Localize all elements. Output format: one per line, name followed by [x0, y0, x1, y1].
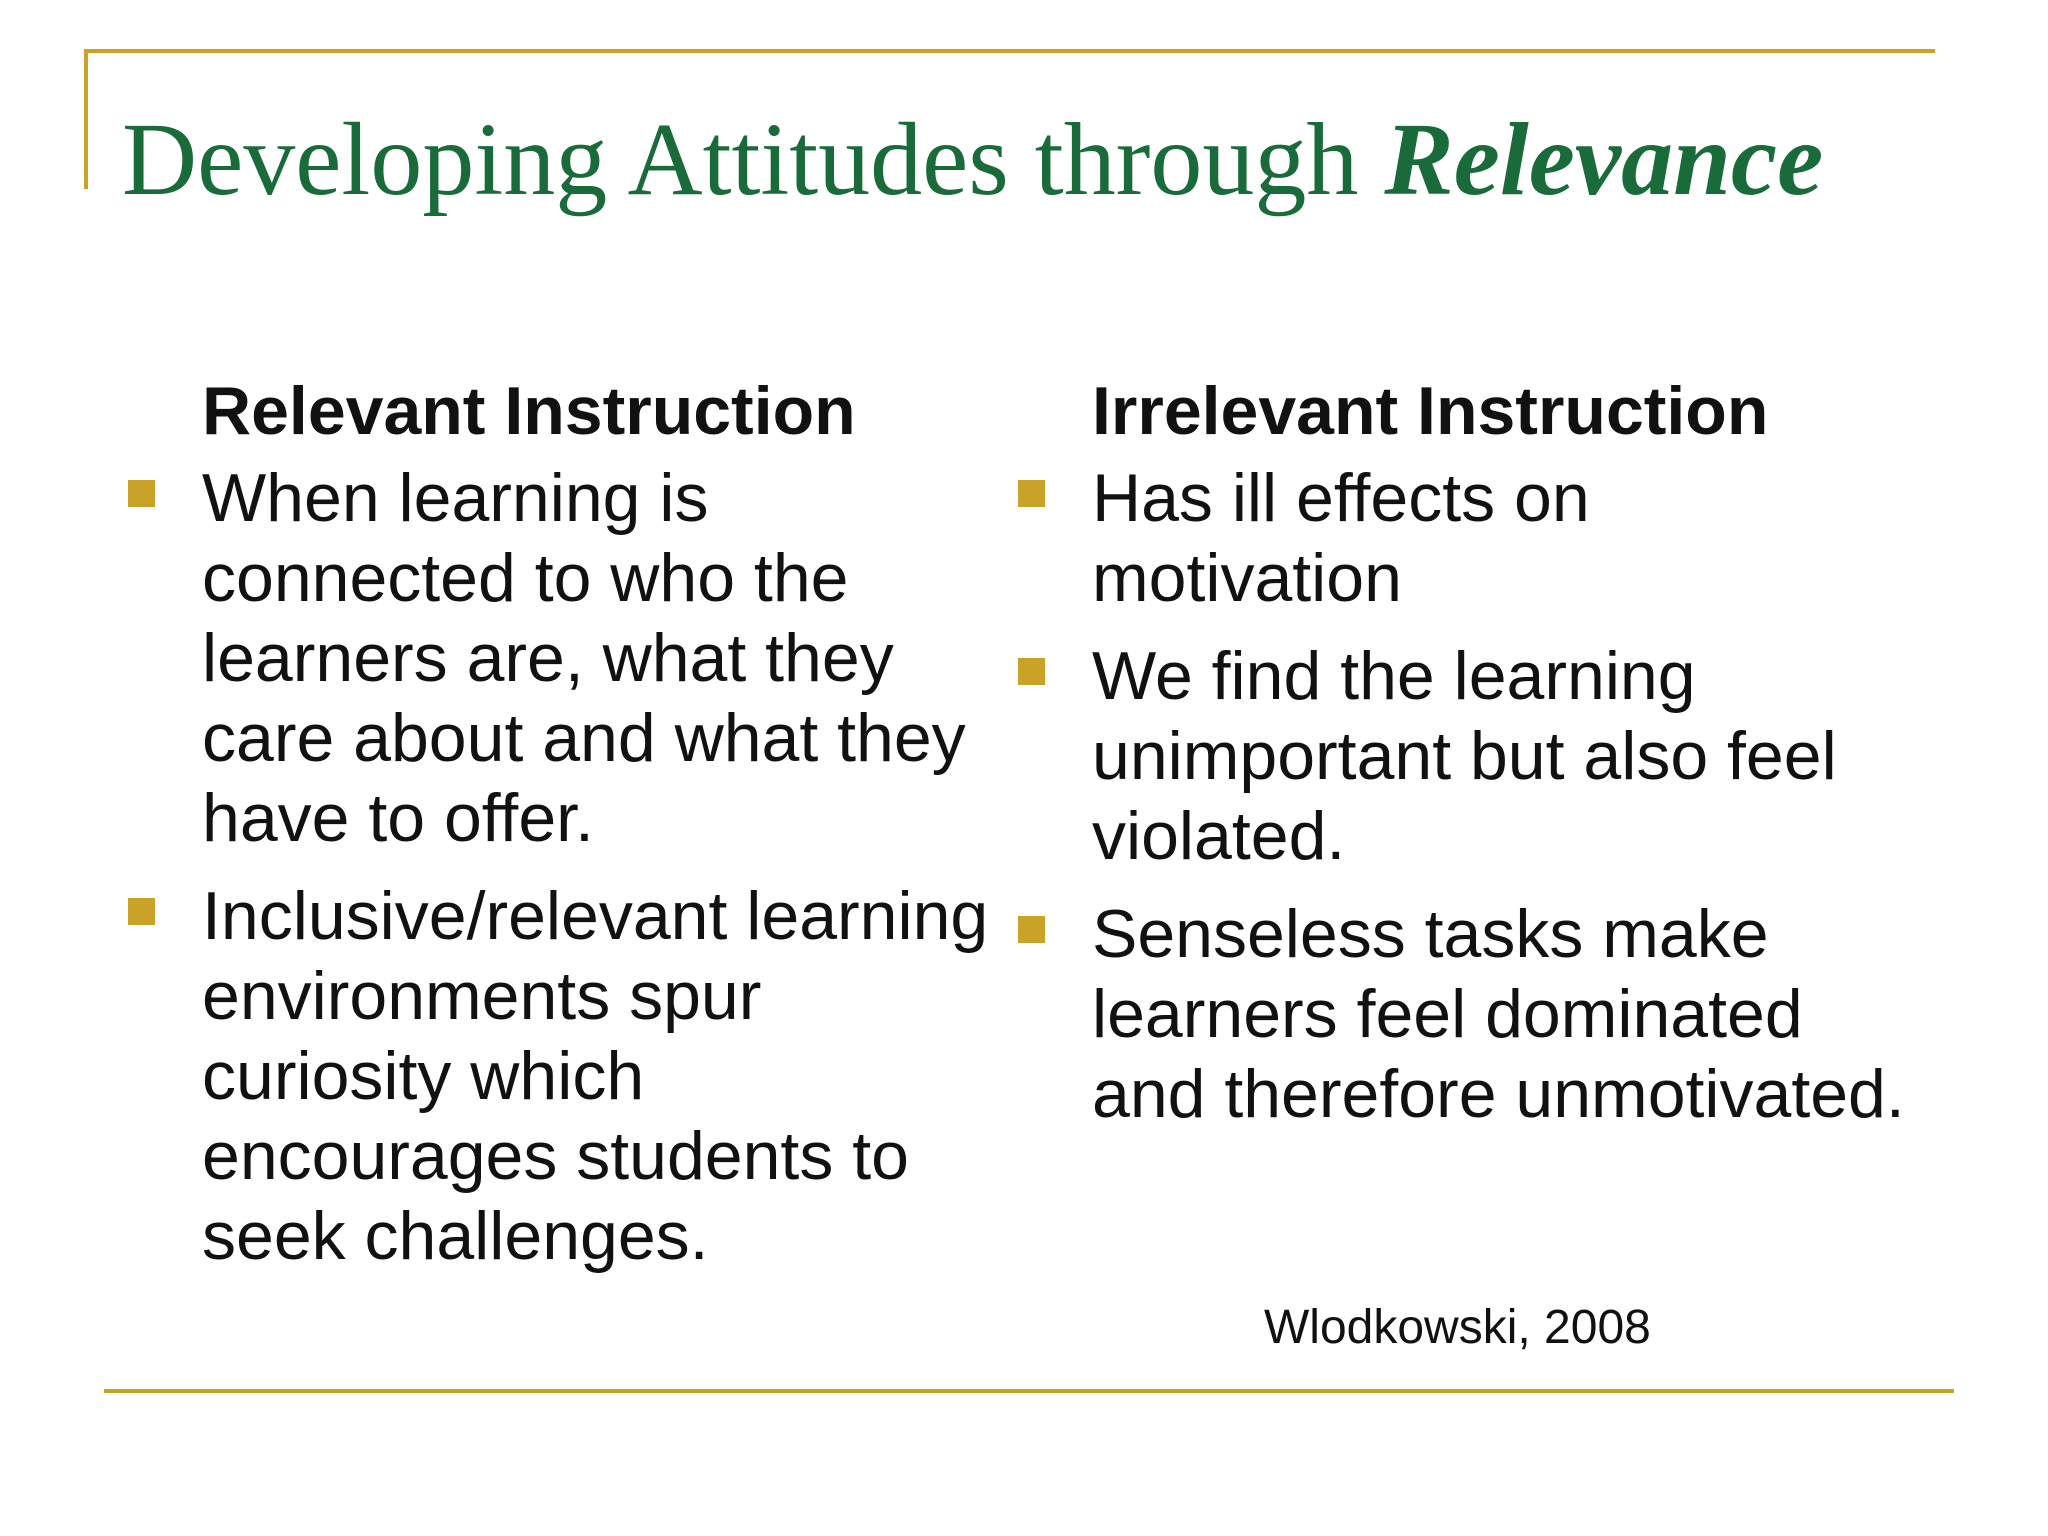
left-rule	[84, 49, 88, 189]
bullet-text: Has ill effects on motivation	[1092, 460, 1590, 616]
top-rule	[84, 49, 1935, 53]
bottom-rule	[104, 1389, 1954, 1393]
square-bullet-icon	[1018, 480, 1045, 507]
bullet-text: Inclusive/relevant learning environments spur curiosity which encourages students to seek challenges.	[202, 878, 989, 1274]
relevant-instruction-heading: Relevant Instruction	[202, 373, 856, 449]
bullet-text: When learning is connected to who the learners are, what they care about and what they have to offer.	[202, 460, 966, 856]
bullet-text: Senseless tasks make learners feel dominated and therefore unmotivated.	[1092, 896, 1905, 1132]
citation: Wlodkowski, 2008	[1264, 1301, 1651, 1354]
square-bullet-icon	[1018, 916, 1045, 943]
irrelevant-instruction-list	[1012, 458, 1912, 1134]
title-emphasis: Relevance	[1384, 102, 1824, 217]
slide-title	[122, 90, 1982, 230]
relevant-instruction-list	[122, 458, 1002, 1276]
list-item	[1012, 894, 1912, 1134]
relevant-instruction-column	[122, 370, 1002, 1294]
list-item	[1012, 636, 1912, 876]
square-bullet-icon	[1018, 658, 1045, 685]
list-item	[1012, 458, 1912, 618]
square-bullet-icon	[128, 480, 155, 507]
title-text: Developing Attitudes through	[122, 102, 1385, 217]
irrelevant-instruction-heading: Irrelevant Instruction	[1092, 373, 1769, 449]
irrelevant-instruction-column	[1012, 370, 1912, 1152]
list-item	[122, 458, 1002, 858]
square-bullet-icon	[128, 898, 155, 925]
list-item	[122, 876, 1002, 1276]
bullet-text: We find the learning unimportant but also feel violated.	[1092, 638, 1837, 874]
